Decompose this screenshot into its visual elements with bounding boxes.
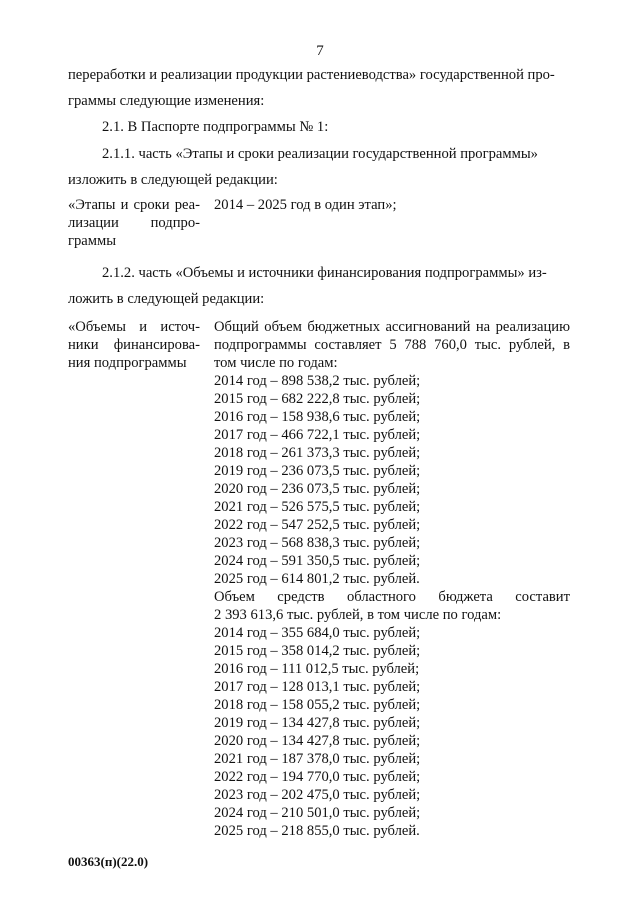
regional-year-row: 2020 год – 134 427,8 тыс. рублей;	[214, 733, 421, 749]
funding-label-line: ники финансирова-	[68, 337, 200, 353]
total-year-row: 2018 год – 261 373,3 тыс. рублей;	[214, 445, 421, 461]
funding-value	[214, 318, 570, 840]
regional-year-row: 2015 год – 358 014,2 тыс. рублей;	[214, 643, 421, 659]
total-year-row: 2022 год – 547 252,5 тыс. рублей;	[214, 517, 421, 533]
total-year-row: 2019 год – 236 073,5 тыс. рублей;	[214, 463, 421, 479]
item-2-1-1-line-1: 2.1.1. часть «Этапы и сроки реализации государственной программы»	[102, 146, 538, 162]
funding-total-line: подпрограммы составляет 5 788 760,0 тыс. рублей, в	[214, 337, 570, 353]
total-year-row: 2015 год – 682 222,8 тыс. рублей;	[214, 391, 421, 407]
regional-year-row: 2021 год – 187 378,0 тыс. рублей;	[214, 751, 421, 767]
funding-label	[68, 318, 200, 372]
regional-year-row: 2022 год – 194 770,0 тыс. рублей;	[214, 769, 421, 785]
regional-year-row: 2019 год – 134 427,8 тыс. рублей;	[214, 715, 421, 731]
regional-line: Объем средств областного бюджета составит	[214, 589, 570, 605]
item-2-1-2-line-2: ложить в следующей редакции:	[68, 291, 265, 307]
funding-total-line: Общий объем бюджетных ассигнований на реализацию	[214, 319, 570, 335]
total-year-row: 2023 год – 568 838,3 тыс. рублей;	[214, 535, 421, 551]
item-2-1-2-line-1: 2.1.2. часть «Объемы и источники финансирования подпрограммы» из-	[102, 265, 547, 281]
total-year-row: 2014 год – 898 538,2 тыс. рублей;	[214, 373, 421, 389]
funding-total-line: том числе по годам:	[214, 355, 338, 371]
stages-label-line: «Этапы и сроки реа-	[68, 197, 200, 213]
item-2-1-1-line-2: изложить в следующей редакции:	[68, 172, 278, 188]
intro-line-1: переработки и реализации продукции растениеводства» государственной про-	[68, 67, 555, 83]
regional-year-row: 2023 год – 202 475,0 тыс. рублей;	[214, 787, 421, 803]
stages-value: 2014 – 2025 год в один этап»;	[214, 197, 397, 213]
footer-code: 00363(п)(22.0)	[68, 854, 149, 869]
regional-year-row: 2025 год – 218 855,0 тыс. рублей.	[214, 823, 420, 839]
total-year-row: 2020 год – 236 073,5 тыс. рублей;	[214, 481, 421, 497]
total-year-row: 2025 год – 614 801,2 тыс. рублей.	[214, 571, 420, 587]
funding-label-line: ния подпрограммы	[68, 355, 187, 371]
regional-year-row: 2024 год – 210 501,0 тыс. рублей;	[214, 805, 421, 821]
total-year-row: 2021 год – 526 575,5 тыс. рублей;	[214, 499, 421, 515]
regional-year-row: 2018 год – 158 055,2 тыс. рублей;	[214, 697, 421, 713]
total-year-row: 2017 год – 466 722,1 тыс. рублей;	[214, 427, 421, 443]
total-year-row: 2024 год – 591 350,5 тыс. рублей;	[214, 553, 421, 569]
regional-year-row: 2017 год – 128 013,1 тыс. рублей;	[214, 679, 421, 695]
stages-label-line: граммы	[68, 233, 117, 249]
item-2-1: 2.1. В Паспорте подпрограммы № 1:	[102, 119, 329, 135]
total-year-row: 2016 год – 158 938,6 тыс. рублей;	[214, 409, 421, 425]
regional-line: 2 393 613,6 тыс. рублей, в том числе по годам:	[214, 607, 502, 623]
page-number: 7	[316, 43, 324, 59]
regional-year-row: 2014 год – 355 684,0 тыс. рублей;	[214, 625, 421, 641]
stages-label	[68, 196, 200, 250]
regional-year-row: 2016 год – 111 012,5 тыс. рублей;	[214, 661, 420, 677]
funding-label-line: «Объемы и источ-	[68, 319, 200, 335]
intro-line-2: граммы следующие изменения:	[68, 93, 265, 109]
stages-label-line: лизации подпро-	[68, 215, 200, 231]
